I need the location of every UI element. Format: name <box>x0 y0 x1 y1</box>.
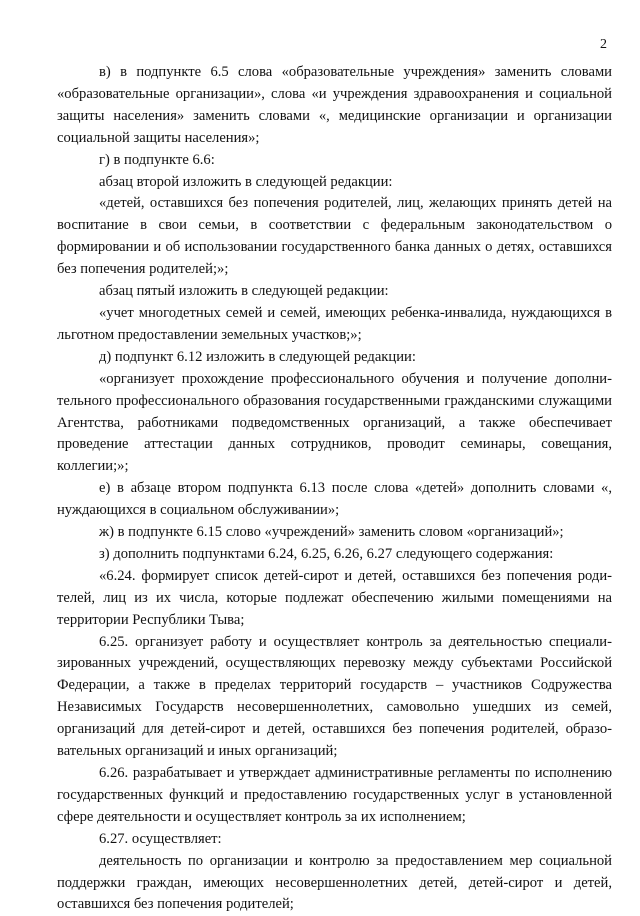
paragraph-6-27-text: деятельность по организации и контролю за предоставлением мер социальной поддержки граждан, имеющих несовершеннолетних детей, детей-сирот и детей, оставшихся без попечения родителей; <box>57 852 612 913</box>
paragraph-g-abzac-5: абзац пятый изложить в следующей редакции: <box>99 283 389 300</box>
paragraph-6-25: 6.25. организует работу и осуществляет контроль за деятельностью специализированных учреждений, осуществляющих перевозку между субъектами Российской Федерации, а также в пределах территорий государств – участников Содружества Независимых Государств несовершеннолетних, самовольно ушедших из семей, организаций для детей-сирот и детей, оставшихся без попечения родителей, образовательных организаций и иных организаций; <box>57 633 612 760</box>
paragraph-v: в) в подпункте 6.5 слова «образовательные учреждения» заменить словами «образовательные организации», слова «и учреждения здравоохранения и социальной защиты населения» заменить словами «, медицинские организации и организации социальной защиты населения»; <box>57 64 612 146</box>
paragraph-g-abzac-2: абзац второй изложить в следующей редакции: <box>99 173 393 190</box>
paragraph-d: д) подпункт 6.12 изложить в следующей редакции: <box>99 348 416 365</box>
paragraph-g-abzac-5-text: «учет многодетных семей и семей, имеющих ребенка-инвалида, нуждающихся в льготном предоставлении земельных участков;»; <box>57 304 612 343</box>
page-number: 2 <box>600 37 607 52</box>
paragraph-g-abzac-2-text: «детей, оставшихся без попечения родителей, лиц, желающих принять детей на воспитание в свои семьи, в соответствии с федеральным законодательством о формировании и об использовании государственного банка данных о детях, оставшихся без попечения родителей;»; <box>57 195 612 278</box>
paragraph-6-26: 6.26. разрабатывает и утверждает административные регламенты по исполнению государственных функций и предоставлению государственных услуг в установленной сфере деятельности и осуществляет контроль за их исполнением; <box>57 765 612 825</box>
document-body <box>57 62 612 916</box>
paragraph-z: з) дополнить подпунктами 6.24, 6.25, 6.26, 6.27 следующего содержания: <box>99 545 554 562</box>
paragraph-e: е) в абзаце втором подпункта 6.13 после слова «детей» дополнить словами «, нуждающихся в социальном обслуживании»; <box>57 480 612 519</box>
paragraph-d-text: «организует прохождение профессионального обучения и получение дополнительного профессионального образования государственными гражданскими служащими Агентства, работниками подведомственных организаций, а также обеспечивает проведение аттестации данных сотрудников, проводит семинары, совещания, коллегии;»; <box>57 370 612 475</box>
paragraph-6-27: 6.27. осуществляет: <box>99 830 222 847</box>
paragraph-zh: ж) в подпункте 6.15 слово «учреждений» заменить словом «организаций»; <box>99 524 564 541</box>
paragraph-g: г) в подпункте 6.6: <box>99 151 215 168</box>
paragraph-6-24: «6.24. формирует список детей-сирот и детей, оставшихся без попечения родителей, лиц из их числа, которые подлежат обеспечению жилыми помещениями на территории Республики Тыва; <box>57 567 612 628</box>
